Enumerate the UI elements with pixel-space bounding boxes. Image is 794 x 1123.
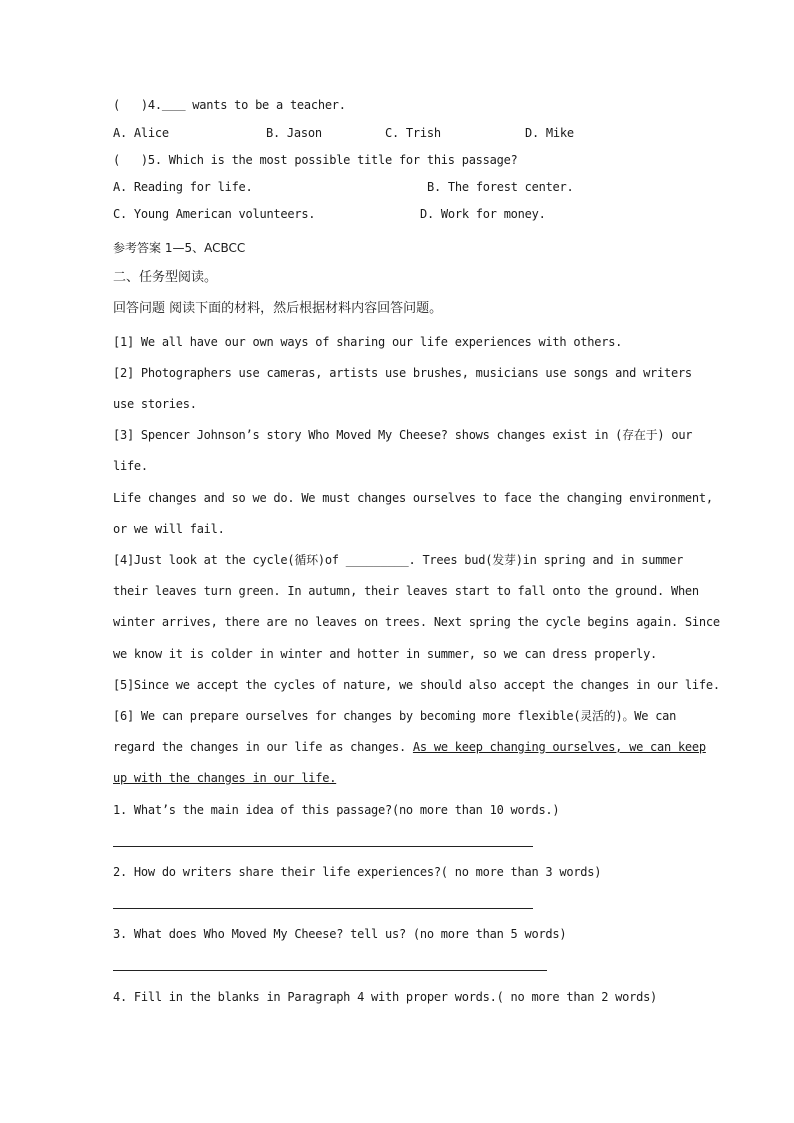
question-3: 3. What does Who Moved My Cheese? tell us? (no more than 5 words): [113, 927, 567, 941]
paragraph-2-line-2: use stories.: [113, 397, 197, 411]
question-5-option-c: C. Young American volunteers.: [113, 207, 316, 221]
answer-line-2[interactable]: [113, 908, 533, 909]
question-5-stem: ( )5. Which is the most possible title for this passage?: [113, 153, 518, 167]
paragraph-4-line-2: their leaves turn green. In autumn, their leaves start to fall onto the ground. When: [113, 584, 699, 598]
paragraph-2-line-1: [2] Photographers use cameras, artists use brushes, musicians use songs and writers: [113, 366, 692, 380]
paragraph-3b-line-2: or we will fail.: [113, 522, 225, 536]
answer-line-3[interactable]: [113, 970, 547, 971]
question-4-option-b: B. Jason: [266, 126, 322, 140]
paragraph-3b-line-1: Life changes and so we do. We must changes ourselves to face the changing environment,: [113, 491, 713, 505]
question-5-option-b: B. The forest center.: [427, 180, 574, 194]
question-4-option-a: A. Alice: [113, 126, 169, 140]
paragraph-6-line-3: up with the changes in our life.: [113, 771, 337, 785]
paragraph-6-line-1: [6] We can prepare ourselves for changes by becoming more flexible(灵活的)。We can: [113, 709, 677, 723]
paragraph-1: [1] We all have our own ways of sharing our life experiences with others.: [113, 335, 623, 349]
answer-key: 参考答案 1—5、ACBCC: [113, 241, 246, 255]
question-4-option-c: C. Trish: [385, 126, 441, 140]
question-5-option-a: A. Reading for life.: [113, 180, 253, 194]
section-instruction: 回答问题 阅读下面的材料，然后根据材料内容回答问题。: [113, 301, 443, 316]
paragraph-6-underlined-text: As we keep changing ourselves, we can keep: [412, 740, 706, 754]
paragraph-3-line-2: life.: [113, 459, 148, 473]
paragraph-4-line-1: [4]Just look at the cycle(循环)of _________. Trees bud(发芽)in spring and in summer: [113, 553, 684, 567]
question-4-option-d: D. Mike: [525, 126, 574, 140]
paragraph-6-line-2: [113, 739, 706, 755]
question-5-option-d: D. Work for money.: [420, 207, 546, 221]
paragraph-4-line-3: winter arrives, there are no leaves on trees. Next spring the cycle begins again. Since: [113, 615, 720, 629]
question-4-fill: 4. Fill in the blanks in Paragraph 4 with proper words.( no more than 2 words): [113, 990, 658, 1004]
answer-line-1[interactable]: [113, 846, 533, 847]
paragraph-5: [5]Since we accept the cycles of nature, we should also accept the changes in our life.: [113, 678, 720, 692]
section-title: 二、任务型阅读。: [113, 270, 218, 285]
paragraph-4-line-4: we know it is colder in winter and hotter in summer, so we can dress properly.: [113, 647, 658, 661]
question-1: 1. What’s the main idea of this passage?(no more than 10 words.): [113, 803, 560, 817]
question-2: 2. How do writers share their life experiences?( no more than 3 words): [113, 865, 602, 879]
paragraph-3-line-1: [3] Spencer Johnson’s story Who Moved My Cheese? shows changes exist in (存在于) our: [113, 428, 693, 442]
question-4-stem: ( )4.＿＿ wants to be a teacher.: [113, 98, 346, 112]
paragraph-6-plain-text: regard the changes in our life as changes.: [113, 740, 413, 754]
